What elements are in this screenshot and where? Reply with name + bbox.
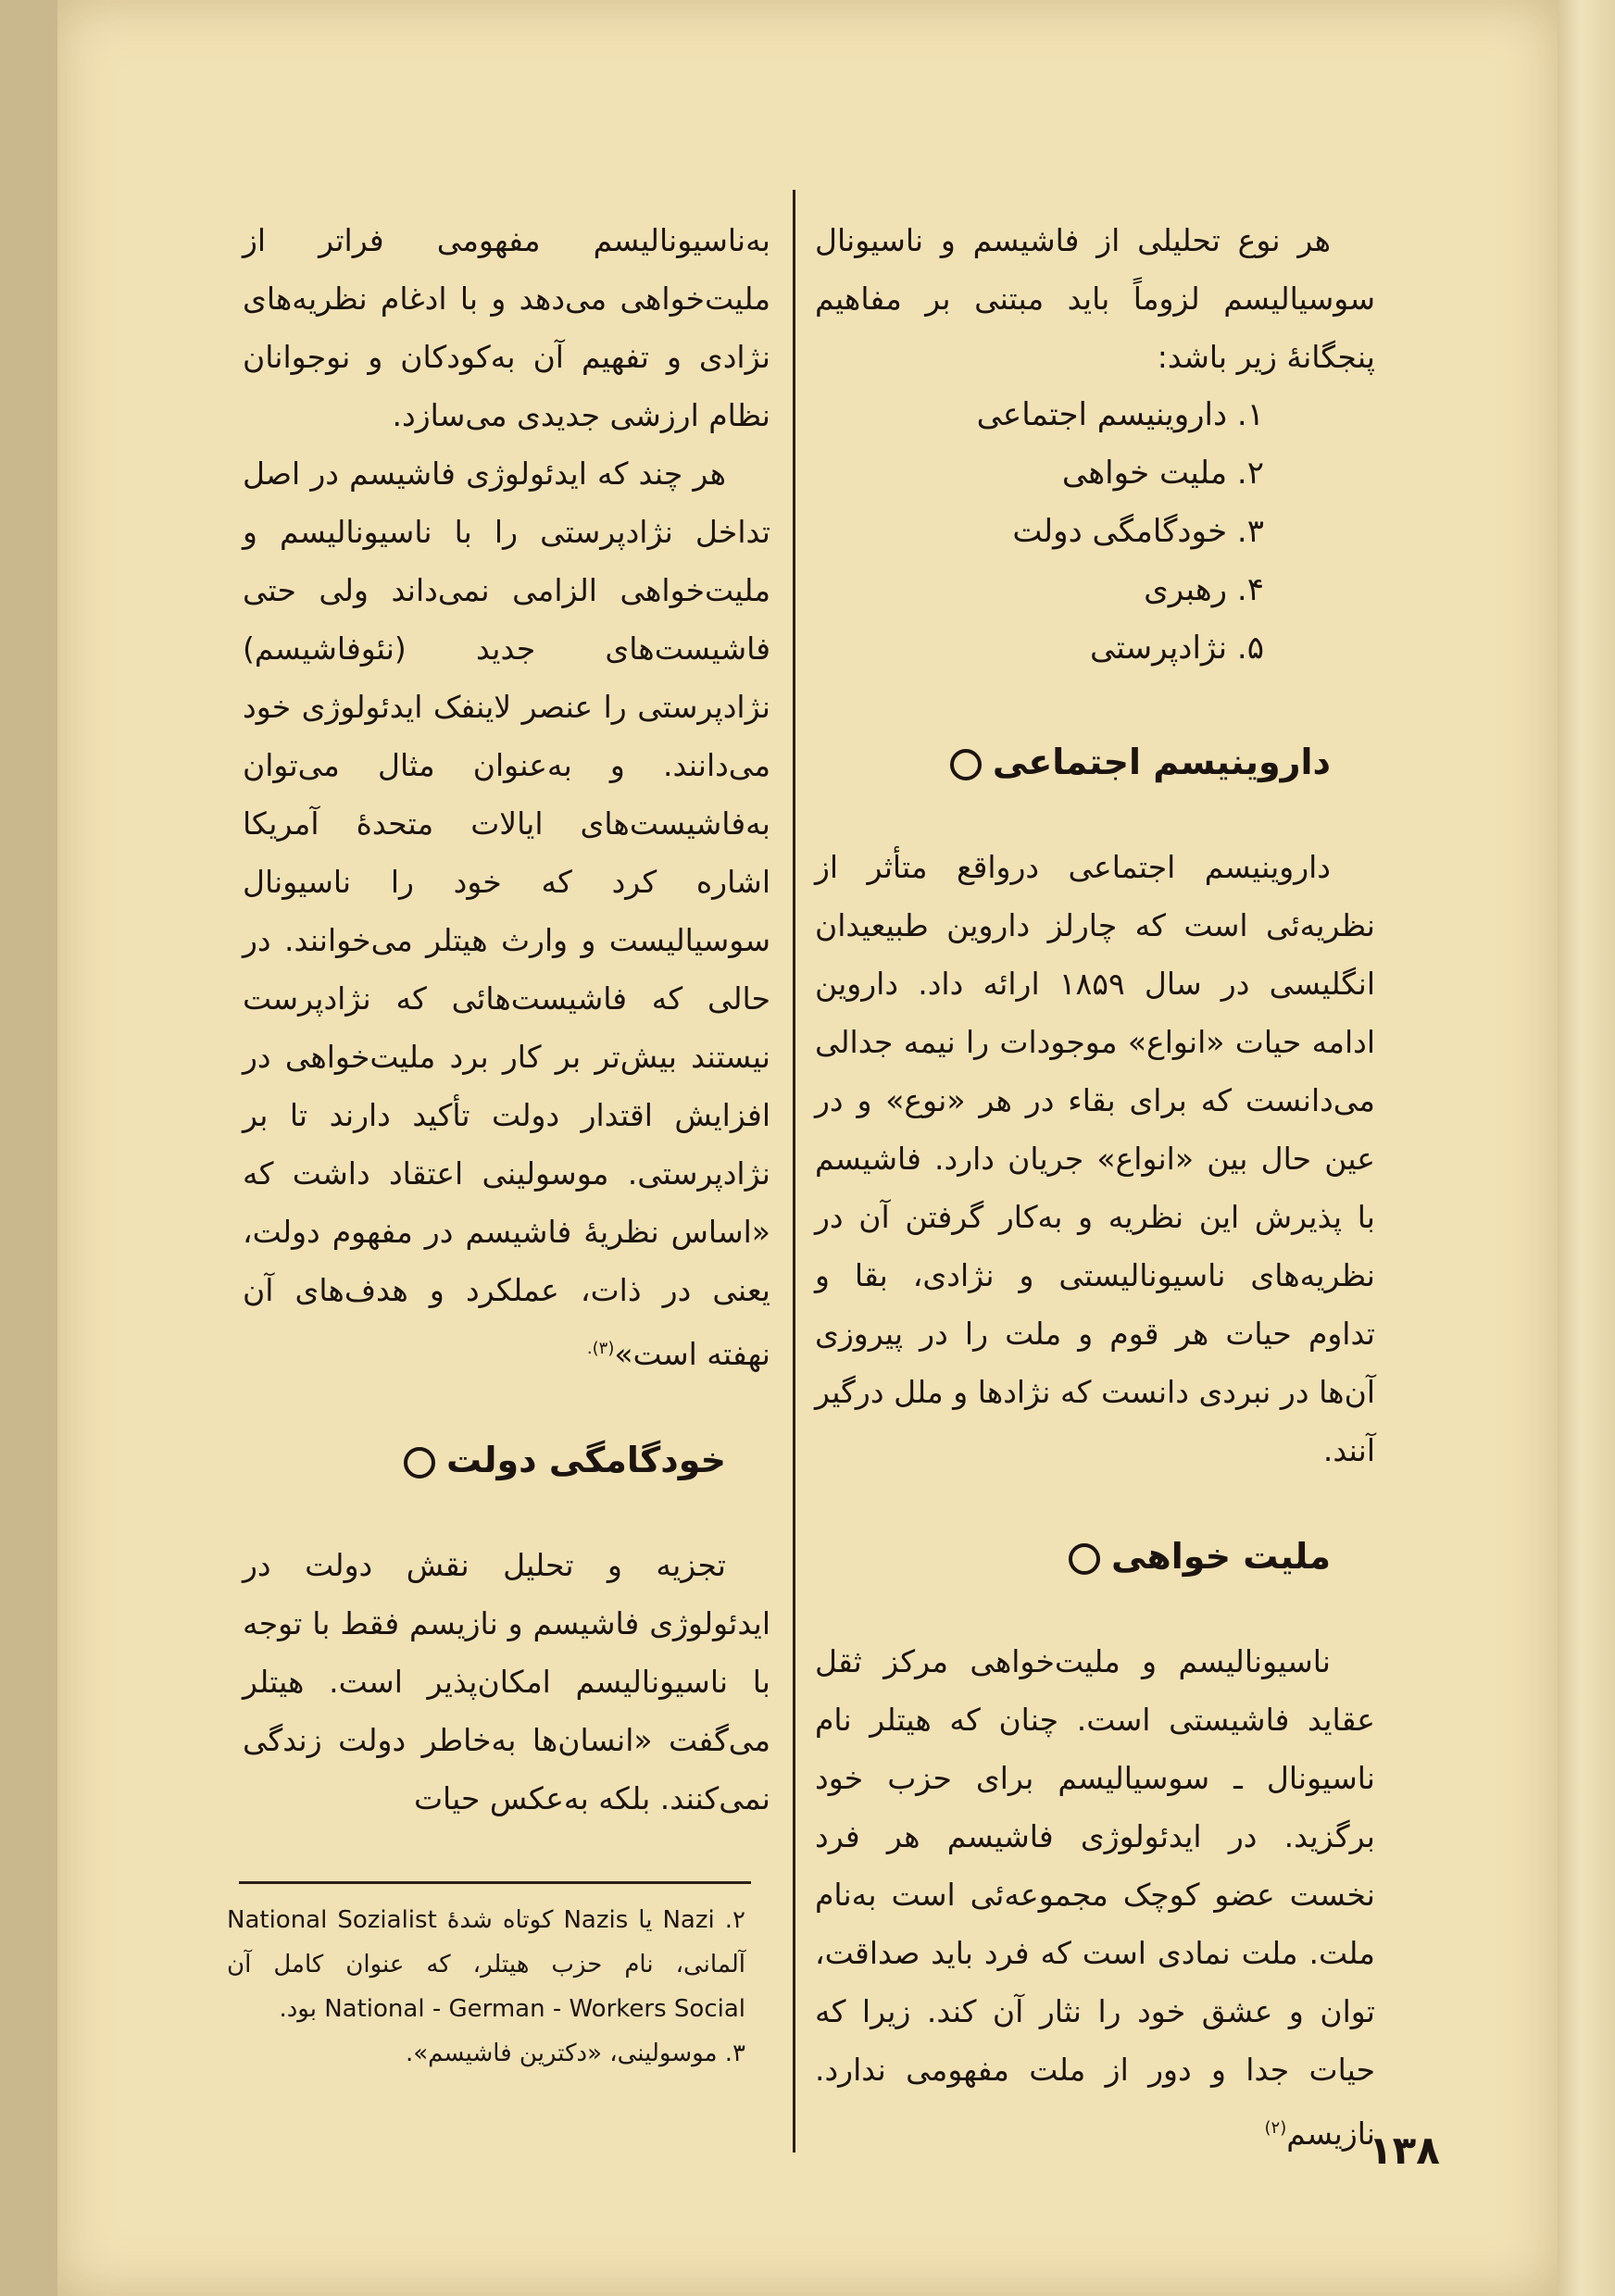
paragraph-continued: به‌ناسیونالیسم مفهومی فراتر از ملیت‌خواهی می‌دهد و با ادغام نظریه‌های نژادی و تفهیم آن به‌کودکان و نوجوانان نظام ارزشی جدیدی می‌سازد. — [243, 222, 770, 433]
concept-list — [815, 386, 1375, 678]
footnote-2: ۲. Nazi یا Nazis کوتاه شدهٔ National Sozialist آلمانی، نام حزب هیتلر، که عنوان کامل آن National - German - Workers Social بود. — [227, 1906, 746, 2023]
intro-paragraph: هر نوع تحلیلی از فاشیسم و ناسیونال سوسیالیسم لزوماً باید مبتنی بر مفاهیم پنجگانهٔ زیر باشد: — [815, 222, 1375, 375]
circle-icon — [1069, 1543, 1100, 1575]
heading-text: داروینیسم اجتماعی — [992, 742, 1331, 782]
footnote-3: ۳. موسولینی، «دکترین فاشیسم». — [405, 2040, 745, 2067]
footnote-rule — [239, 1881, 751, 1884]
paragraph-racism — [243, 444, 770, 1383]
right-column — [815, 211, 1375, 2163]
left-column — [243, 211, 770, 1828]
section-heading-social-darwinism — [815, 733, 1375, 792]
list-item: ۴. رهبری — [1144, 571, 1264, 608]
list-item: ۳. خودگامگی دولت — [1012, 513, 1264, 550]
footnote-ref: (۲) — [1264, 2118, 1287, 2138]
list-item: ۵. نژادپرستی — [1090, 630, 1264, 667]
paragraph-nationalism — [815, 1632, 1375, 2163]
circle-icon — [404, 1447, 435, 1479]
paragraph-text: ناسیونالیسم و ملیت‌خواهی مرکز ثقل عقاید فاشیستی است. چنان که هیتلر نام ناسیونال ـ سوسیالیسم برای حزب خود برگزید. در ایدئولوژی فاشیسم هر فرد نخست عضو کوچک مجموعه‌ئی است به‌نام ملت. ملت نمادی است که فرد باید صداقت، توان و عشق خود را نثار آن کند. زیرا که حیات جدا و دور از ملت مفهومی ندارد. نازیسم — [815, 1643, 1375, 2152]
circle-icon — [950, 749, 982, 780]
list-item: ۲. ملیت خواهی — [1061, 455, 1264, 492]
footnotes — [227, 1898, 745, 2076]
section-heading-nationalism — [815, 1528, 1375, 1586]
list-item: ۱. داروینیسم اجتماعی — [976, 396, 1264, 433]
paragraph-social-darwinism: داروینیسم اجتماعی درواقع متأثر از نظریه‌ئی است که چارلز داروین طبیعیدان انگلیسی در سال ۱۸۵۹ ارائه داد. داروین ادامه حیات «انواع» موجودات را نیمه جدالی می‌دانست که برای بقاء در هر «نوع» و در عین حال بین «انواع» جریان دارد. فاشیسم با پذیرش این نظریه و به‌کار گرفتن آن در نظریه‌های ناسیونالیستی و نژادی، بقا و تداوم حیات هر قوم و ملت را در پیروزی آن‌ها در نبردی دانست که نژادها و ملل درگیر آنند. — [815, 849, 1375, 1468]
paragraph-state: تجزیه و تحلیل نقش دولت در ایدئولوژی فاشیسم و نازیسم فقط با توجه با ناسیونالیسم امکان‌پذیر است. هیتلر می‌گفت «انسان‌ها به‌خاطر دولت زندگی نمی‌کنند. بلکه به‌عکس حیات — [243, 1547, 770, 1816]
footnote-ref: (۳). — [586, 1339, 615, 1358]
page-number: ۱۳۸ — [1369, 2128, 1440, 2173]
heading-text: خودگامگی دولت — [446, 1440, 726, 1480]
paragraph-text: هر چند که ایدئولوژی فاشیسم در اصل تداخل نژادپرستی را با ناسیونالیسم و ملیت‌خواهی الزامی نمی‌داند ولی حتی فاشیست‌های جدید (نئوفاشیسم) نژادپرستی را عنصر لاینفک ایدئولوژی خود می‌دانند. و به‌عنوان مثال می‌توان به‌فاشیست‌های ایالات متحدهٔ آمریکا اشاره کرد که خود را ناسیونال سوسیالیست و وارث هیتلر می‌خوانند. در حالی که فاشیست‌هائی که نژادپرست نیستند بیش‌تر بر کار برد ملیت‌خواهی در افزایش اقتدار دولت تأکید دارند تا بر نژادپرستی. موسولینی اعتقاد داشت که «اساس نظریهٔ فاشیسم در مفهوم دولت، یعنی در ذات، عملکرد و هدف‌های آن نهفته است» — [243, 455, 770, 1372]
heading-text: ملیت خواهی — [1110, 1536, 1331, 1577]
column-divider — [793, 190, 795, 2152]
page-edge — [1558, 0, 1615, 2296]
section-heading-state-autocracy — [243, 1431, 770, 1490]
